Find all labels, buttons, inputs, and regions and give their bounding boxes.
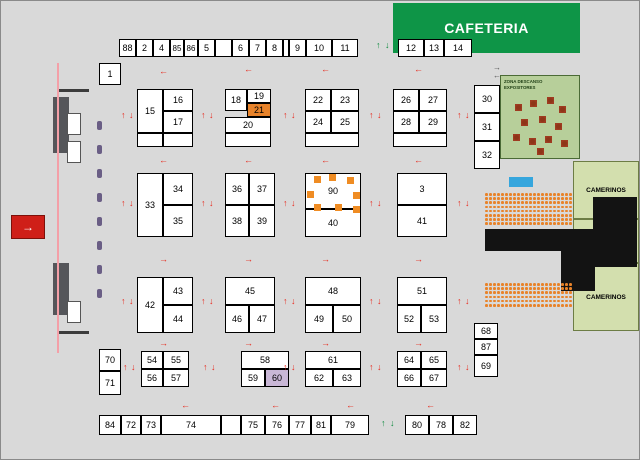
stand-blank-c1[interactable] bbox=[305, 133, 359, 147]
stand-14[interactable]: 14 bbox=[444, 39, 472, 57]
stand-27[interactable]: 27 bbox=[419, 89, 447, 111]
orange-stand-3 bbox=[347, 177, 354, 184]
stand-23[interactable]: 23 bbox=[331, 89, 359, 111]
left-window-bottom bbox=[67, 301, 81, 323]
main-entrance-arrow: → bbox=[11, 215, 45, 239]
orange-stand-7 bbox=[335, 204, 342, 211]
stand-5[interactable]: 5 bbox=[198, 39, 215, 57]
stand-75[interactable]: 75 bbox=[241, 415, 265, 435]
pillar-8 bbox=[97, 289, 102, 298]
stand-52[interactable]: 52 bbox=[397, 305, 421, 333]
stand-82[interactable]: 82 bbox=[453, 415, 477, 435]
pillar-5 bbox=[97, 217, 102, 226]
stand-13[interactable]: 13 bbox=[424, 39, 444, 57]
stand-46[interactable]: 46 bbox=[225, 305, 249, 333]
stand-77[interactable]: 77 bbox=[289, 415, 311, 435]
stand-6[interactable]: 6 bbox=[232, 39, 249, 57]
stand-70[interactable]: 70 bbox=[99, 349, 121, 371]
floorplan-canvas: CAFETERIA ZONA DESCANSO EXPOSITORES CAMERINOS CAMERINOS → 88 2 4 85 86 5 6 7 8 9 10 11 12 13 14 ↑ ↓ → ← 1 15 16 17 18 19 21 20 22 23 24 25 26 27 28 29 30 31 32 33 34 35 36 37 38 39 90 40 3 41 42 43 44 45 46 47 48 49 50 51 52 53 54 55 56 57 58 59 60 61 62 63 64 65 66 67 68 87 69 70 71 84 72 73 74 75 76 77 81 79 80 78 82 ↑ ↓ ← ← ← ← ↑ ↓ ↑ ↓ ↑ ↓ ↑ ↓ ↑ ↓ ← ← ← ← ↑ ↓ ↑ ↓ ↑ ↓ ↑ ↓ ↑ ↓ → → → → ↑ ↓ ↑ ↓ ↑ ↓ ↑ ↓ ↑ ↓ → → → → ↑ ↓ ↑ ↓ ↑ ↓ ↑ ↓ ↑ ↓ ← ← ← ← bbox=[0, 0, 640, 460]
stand-71[interactable]: 71 bbox=[99, 371, 121, 395]
orange-stand-5 bbox=[353, 192, 360, 199]
stand-31[interactable]: 31 bbox=[474, 113, 500, 141]
stand-88[interactable]: 88 bbox=[119, 39, 136, 57]
stand-38[interactable]: 38 bbox=[225, 205, 249, 237]
stand-15[interactable]: 15 bbox=[137, 89, 163, 133]
stand-blank-a2[interactable] bbox=[163, 133, 193, 147]
stand-62[interactable]: 62 bbox=[305, 369, 333, 387]
stand-55[interactable]: 55 bbox=[163, 351, 189, 369]
stand-8[interactable]: 8 bbox=[266, 39, 283, 57]
stand-66[interactable]: 66 bbox=[397, 369, 421, 387]
stand-34[interactable]: 34 bbox=[163, 173, 193, 205]
stand-45[interactable]: 45 bbox=[225, 277, 275, 305]
stand-9[interactable]: 9 bbox=[289, 39, 306, 57]
orange-stand-4 bbox=[307, 191, 314, 198]
orange-stand-6 bbox=[314, 204, 321, 211]
camerinos-area-1: CAMERINOS bbox=[573, 161, 639, 219]
stand-11[interactable]: 11 bbox=[332, 39, 358, 57]
orange-stand-8 bbox=[353, 206, 360, 213]
stand-4[interactable]: 4 bbox=[153, 39, 170, 57]
seating-area-upper bbox=[485, 193, 573, 227]
stand-54[interactable]: 54 bbox=[141, 351, 163, 369]
left-window-lower bbox=[67, 141, 81, 163]
stand-30[interactable]: 30 bbox=[474, 85, 500, 113]
pillar-2 bbox=[97, 145, 102, 154]
stand-40[interactable]: 40 bbox=[305, 209, 361, 237]
zona-descanso-expositores bbox=[500, 75, 580, 159]
stand-87[interactable]: 87 bbox=[474, 339, 498, 355]
stand-17[interactable]: 17 bbox=[163, 111, 193, 133]
stand-73[interactable]: 73 bbox=[141, 415, 161, 435]
stand-1[interactable]: 1 bbox=[99, 63, 121, 85]
pillar-7 bbox=[97, 265, 102, 274]
orange-stand-2 bbox=[329, 174, 336, 181]
camerinos-area-2: CAMERINOS bbox=[573, 263, 639, 331]
stand-blank-a1[interactable] bbox=[137, 133, 163, 147]
zona-descanso-label: ZONA DESCANSO EXPOSITORES bbox=[504, 79, 543, 90]
stand-blank-top-2[interactable] bbox=[283, 39, 289, 57]
stand-36[interactable]: 36 bbox=[225, 173, 249, 205]
stand-81[interactable]: 81 bbox=[311, 415, 331, 435]
stand-2[interactable]: 2 bbox=[136, 39, 153, 57]
stand-37[interactable]: 37 bbox=[249, 173, 275, 205]
cafeteria-area: CAFETERIA bbox=[393, 3, 580, 53]
wall-cap-top bbox=[57, 89, 89, 92]
stand-blank-d1[interactable] bbox=[393, 133, 447, 147]
stand-47[interactable]: 47 bbox=[249, 305, 275, 333]
stand-65[interactable]: 65 bbox=[421, 351, 447, 369]
stand-61[interactable]: 61 bbox=[305, 351, 361, 369]
stand-76[interactable]: 76 bbox=[265, 415, 289, 435]
stand-60[interactable]: 60 bbox=[265, 369, 289, 387]
stand-19[interactable]: 19 bbox=[247, 89, 271, 103]
stand-25[interactable]: 25 bbox=[331, 111, 359, 133]
tree-cluster bbox=[501, 76, 581, 160]
stand-21[interactable]: 21 bbox=[247, 103, 271, 117]
blue-marker bbox=[509, 177, 533, 187]
stand-32[interactable]: 32 bbox=[474, 141, 500, 169]
pillar-6 bbox=[97, 241, 102, 250]
wall-cap-bottom bbox=[57, 331, 89, 334]
stand-20[interactable]: 20 bbox=[225, 117, 271, 133]
stand-53[interactable]: 53 bbox=[421, 305, 447, 333]
pillar-1 bbox=[97, 121, 102, 130]
stand-12[interactable]: 12 bbox=[398, 39, 424, 57]
orange-stand-1 bbox=[314, 176, 321, 183]
structure-block-right bbox=[593, 197, 637, 267]
stand-18[interactable]: 18 bbox=[225, 89, 247, 111]
stand-blank-bottom-1[interactable] bbox=[221, 415, 241, 435]
stand-43[interactable]: 43 bbox=[163, 277, 193, 305]
stand-7[interactable]: 7 bbox=[249, 39, 266, 57]
stand-44[interactable]: 44 bbox=[163, 305, 193, 333]
stand-74[interactable]: 74 bbox=[161, 415, 221, 435]
stand-72[interactable]: 72 bbox=[121, 415, 141, 435]
stand-10[interactable]: 10 bbox=[306, 39, 332, 57]
stand-42[interactable]: 42 bbox=[137, 277, 163, 333]
stand-86[interactable]: 86 bbox=[184, 39, 198, 57]
stand-80[interactable]: 80 bbox=[405, 415, 429, 435]
stand-63[interactable]: 63 bbox=[333, 369, 361, 387]
stand-51[interactable]: 51 bbox=[397, 277, 447, 305]
stand-29[interactable]: 29 bbox=[419, 111, 447, 133]
stand-48[interactable]: 48 bbox=[305, 277, 361, 305]
stand-16[interactable]: 16 bbox=[163, 89, 193, 111]
stand-68[interactable]: 68 bbox=[474, 323, 498, 339]
stand-50[interactable]: 50 bbox=[333, 305, 361, 333]
stand-41[interactable]: 41 bbox=[397, 205, 447, 237]
left-window-upper bbox=[67, 113, 81, 135]
stand-3[interactable]: 3 bbox=[397, 173, 447, 205]
stand-57[interactable]: 57 bbox=[163, 369, 189, 387]
stand-58[interactable]: 58 bbox=[241, 351, 289, 369]
stand-79[interactable]: 79 bbox=[331, 415, 369, 435]
stand-35[interactable]: 35 bbox=[163, 205, 193, 237]
stand-blank-top-1[interactable] bbox=[215, 39, 232, 57]
stand-67[interactable]: 67 bbox=[421, 369, 447, 387]
stand-blank-b1[interactable] bbox=[225, 133, 271, 147]
stand-56[interactable]: 56 bbox=[141, 369, 163, 387]
stand-59[interactable]: 59 bbox=[241, 369, 265, 387]
stand-33[interactable]: 33 bbox=[137, 173, 163, 237]
seating-area-lower bbox=[485, 283, 573, 309]
stand-24[interactable]: 24 bbox=[305, 111, 331, 133]
stand-22[interactable]: 22 bbox=[305, 89, 331, 111]
stand-49[interactable]: 49 bbox=[305, 305, 333, 333]
stand-78[interactable]: 78 bbox=[429, 415, 453, 435]
stand-69[interactable]: 69 bbox=[474, 355, 498, 377]
stand-84[interactable]: 84 bbox=[99, 415, 121, 435]
pillar-4 bbox=[97, 193, 102, 202]
pillar-3 bbox=[97, 169, 102, 178]
stand-64[interactable]: 64 bbox=[397, 351, 421, 369]
stand-90[interactable]: 90 bbox=[305, 173, 361, 209]
stand-39[interactable]: 39 bbox=[249, 205, 275, 237]
stand-26[interactable]: 26 bbox=[393, 89, 419, 111]
left-boundary-line bbox=[57, 63, 59, 353]
stand-28[interactable]: 28 bbox=[393, 111, 419, 133]
stand-85[interactable]: 85 bbox=[170, 39, 184, 57]
